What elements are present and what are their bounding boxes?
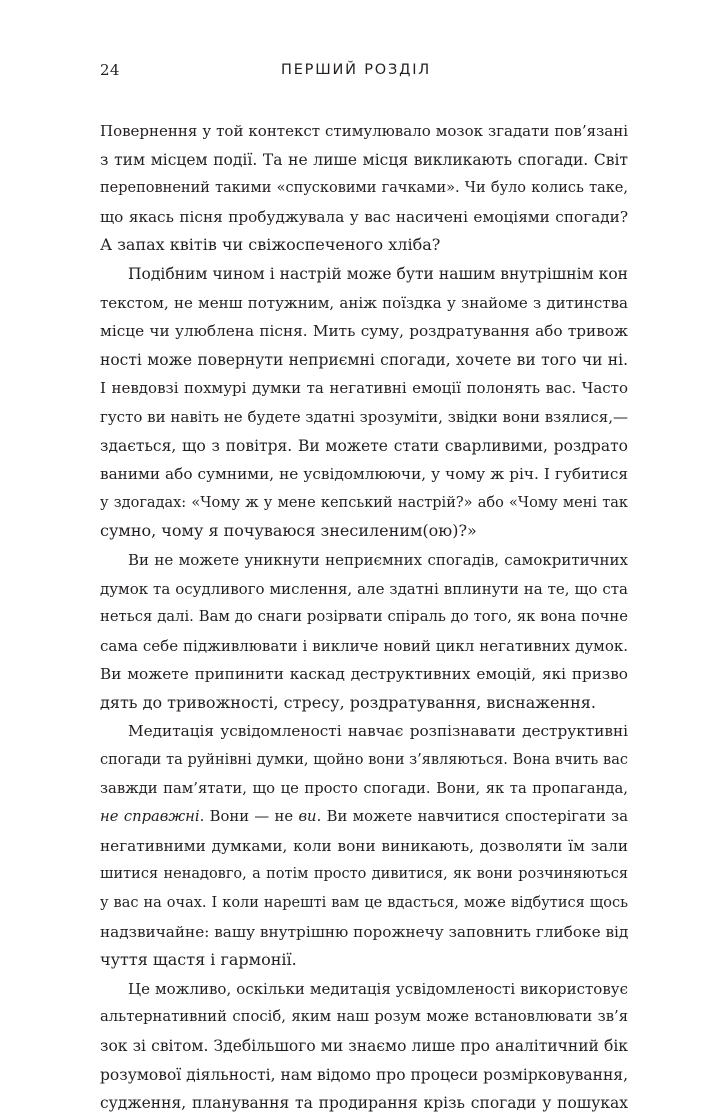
text-line: Це можливо, оскільки медитація усвідомленості використовує	[128, 979, 628, 998]
text-line: Ви можете припинити каскад деструктивних емоцій, які призво	[100, 665, 628, 684]
paragraph	[100, 117, 628, 260]
text-line: місце чи улюблена пісня. Мить суму, роздратування або тривож	[100, 322, 628, 341]
text-line: текстом, не менш потужним, аніж поїздка у знайоме з дитинства	[100, 293, 628, 312]
text-line: надзвичайне: вашу внутрішню порожнечу заповнить глибоке від	[100, 922, 629, 941]
paragraph	[100, 717, 628, 974]
text-line: Медитація усвідомленості навчає розпізнавати деструктивні	[128, 722, 628, 741]
text-line: ваними або сумними, не усвідомлюючи, у чому ж річ. І губитися	[100, 465, 628, 484]
text-line: ності може повернути неприємні спогади, хочете ви того чи ні.	[100, 350, 628, 369]
text-line: у вас на очах. І коли нарешті вам це вдасться, може відбутися щось	[100, 895, 628, 912]
text-fragment: . Ви можете навчитися спостерігати за	[316, 808, 629, 826]
text-line: розумової діяльності, нам відомо про процеси розмірковування,	[100, 1065, 628, 1084]
body-text	[100, 117, 628, 1118]
text-line: що якась пісня пробуджувала у вас насичені емоціями спогади?	[100, 207, 628, 226]
running-head: ПЕРШИЙ РОЗДІЛ	[281, 62, 431, 78]
text-line: судження, планування та продирання крізь спогади у пошуках	[100, 1094, 628, 1113]
text-line: Подібним чином і настрій може бути нашим внутрішнім кон	[128, 264, 628, 283]
text-line: чуття щастя і гармонії.	[100, 950, 297, 970]
text-fragment: . Вони — не	[199, 808, 299, 826]
paragraph	[100, 975, 628, 1118]
text-line-mixed	[100, 803, 628, 832]
text-line: завжди пам’ятати, що це просто спогади. Вони, як та пропаганда,	[100, 779, 628, 797]
paragraph	[100, 260, 628, 546]
page-number: 24	[100, 61, 120, 79]
text-line: негативними думками, коли вони виникають, дозволяти їм зали	[100, 836, 628, 855]
text-line: думок та осудливого мислення, але здатні вплинути на те, що ста	[100, 579, 628, 598]
text-line: альтернативний спосіб, яким наш розум може встановлювати зв’я	[100, 1008, 628, 1026]
text-line: сумно, чому я почуваюся знесиленим(ою)?»	[100, 521, 477, 541]
text-line: неться далі. Вам до снаги розірвати спіраль до того, як вона почне	[100, 608, 628, 626]
text-line: І невдовзі похмурі думки та негативні емоції полонять вас. Часто	[100, 379, 628, 398]
text-line: у здогадах: «Чому ж у мене кепський настрій?» або «Чому мені так	[100, 494, 628, 511]
text-line: густо ви навіть не будете здатні зрозуміти, звідки вони взялися,—	[100, 407, 628, 426]
emphasis-text: ви	[298, 808, 317, 826]
text-line: здається, що з повітря. Ви можете стати сварливими, роздрато	[100, 436, 628, 455]
text-line: сама себе підживлювати і викличе новий цикл негативних думок.	[100, 636, 628, 655]
text-line: шитися ненадовго, а потім просто дивитися, як вони розчиняються	[100, 866, 628, 883]
text-line: з тим місцем події. Та не лише місця викликають спогади. Світ	[100, 150, 628, 169]
text-line: переповнений такими «спусковими гачками». Чи було колись таке,	[100, 180, 628, 197]
text-line: зок зі світом. Здебільшого ми знаємо лише про аналітичний бік	[100, 1037, 628, 1055]
text-line: спогади та руйнівні думки, щойно вони з’являються. Вона вчить вас	[100, 752, 628, 769]
paragraph	[100, 546, 628, 718]
text-line: дять до тривожності, стресу, роздратування, виснаження.	[100, 692, 596, 712]
text-line: Повернення у той контекст стимулювало мозок згадати пов’язані	[100, 122, 628, 140]
emphasis-text: не справжні	[100, 808, 200, 826]
text-line: А запах квітів чи свіжоспеченого хліба?	[100, 235, 441, 255]
text-line: Ви не можете уникнути неприємних спогадів, самокритичних	[128, 550, 628, 569]
